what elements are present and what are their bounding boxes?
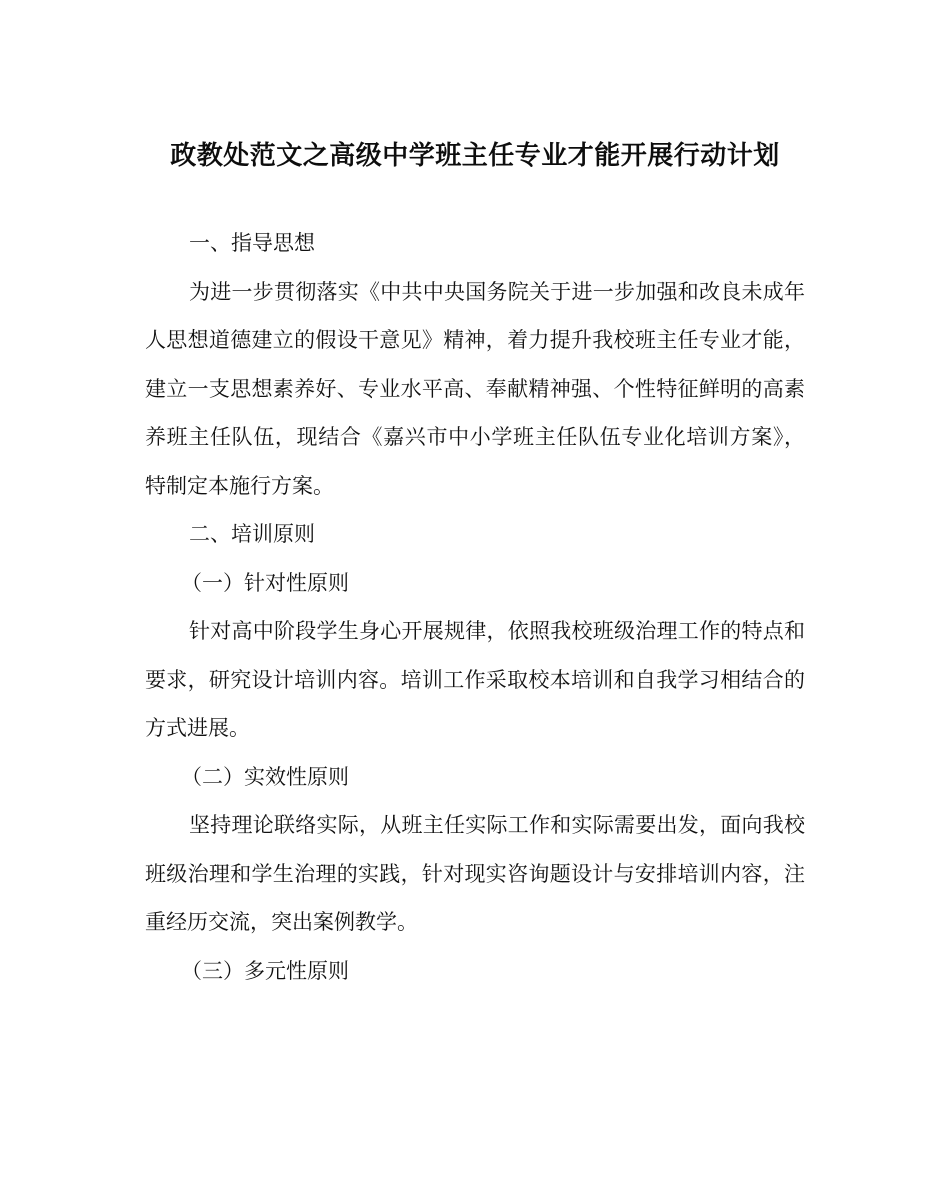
document-title: 政教处范文之高级中学班主任专业才能开展行动计划 [170,141,780,171]
section-heading-guiding-ideology: 一、指导思想 [189,231,315,255]
document-body [145,219,805,995]
paragraph-guiding-ideology: 为进一步贯彻落实《中共中央国务院关于进一步加强和改良未成年人思想道德建立的假设干意见》精神，着力提升我校班主任专业才能，建立一支思想素养好、专业水平高、奉献精神强、个性特征鲜明的高素养班主任队伍，现结合《嘉兴市中小学班主任队伍专业化培训方案》，特制定本施行方案。 [145,279,805,498]
subsection-heading-diversity: （三）多元性原则 [181,958,349,983]
paragraph-effectiveness: 坚持理论联络实际，从班主任实际工作和实际需要出发，面向我校班级治理和学生治理的实践，针对现实咨询题设计与安排培训内容，注重经历交流，突出案例教学。 [145,813,805,934]
paragraph-pertinence: 针对高中阶段学生身心开展规律，依照我校班级治理工作的特点和要求，研究设计培训内容。培训工作采取校本培训和自我学习相结合的方式进展。 [145,619,805,740]
subsection-heading-effectiveness: （二）实效性原则 [181,764,349,789]
subsection-heading-pertinence: （一）针对性原则 [181,570,349,595]
section-heading-training-principles: 二、培训原则 [189,522,315,546]
